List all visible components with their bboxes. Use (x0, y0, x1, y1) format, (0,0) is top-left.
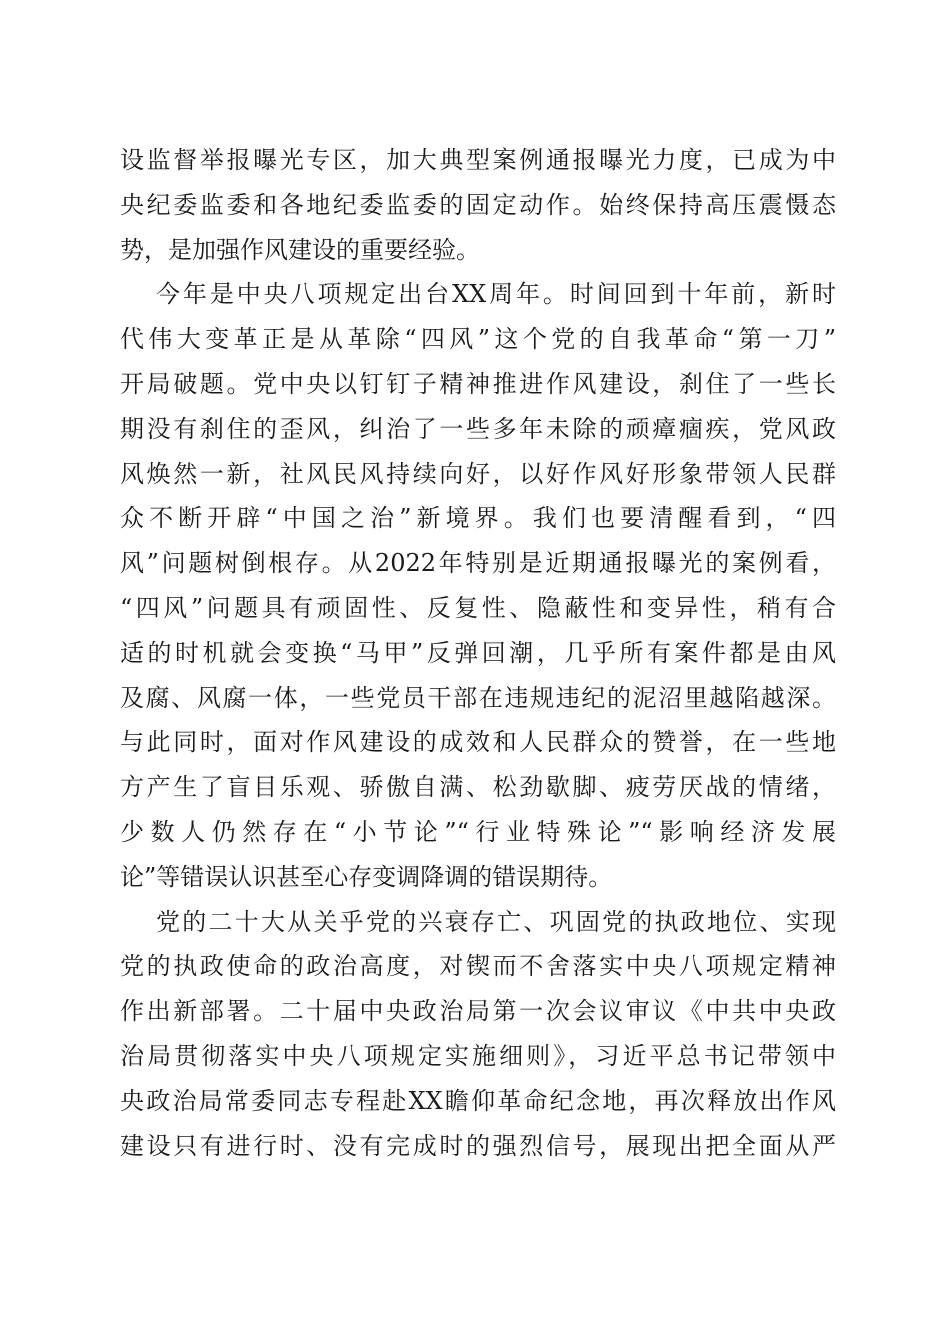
text-line: 开局破题。党中央以钉钉子精神推进作风建设，刹住了一些长 (120, 369, 836, 398)
text-line: 党的二十大从关乎党的兴衰存亡、巩固党的执政地位、实现 (156, 907, 836, 936)
text-line: 风焕然一新，社风民风持续向好，以好作风好形象带领人民群 (120, 459, 836, 488)
text-line: “四风”问题具有顽固性、反复性、隐蔽性和变异性，稍有合 (120, 593, 836, 622)
text-line: 代伟大变革正是从革除“四风”这个党的自我革命“第一刀” (120, 325, 836, 354)
body-text (120, 138, 836, 1168)
text-line: 央纪委监委和各地纪委监委的固定动作。始终保持高压震慑态 (120, 190, 836, 219)
text-line: 作出新部署。二十届中央政治局第一次会议审议《中共中央政 (120, 997, 836, 1026)
text-line: 风”问题树倒根存。从2022年特别是近期通报曝光的案例看， (120, 549, 836, 578)
text-line: 势，是加强作风建设的重要经验。 (120, 235, 480, 264)
text-line: 党的执政使命的政治高度，对锲而不舍落实中央八项规定精神 (120, 952, 836, 981)
text-line: 今年是中央八项规定出台XX周年。时间回到十年前，新时 (156, 280, 836, 309)
text-line: 众不断开辟“中国之治”新境界。我们也要清醒看到，“四 (120, 504, 836, 533)
text-line: 期没有刹住的歪风，纠治了一些多年未除的顽瘴痼疾，党风政 (120, 414, 836, 443)
text-line: 论”等错误认识甚至心存变调降调的错误期待。 (120, 862, 613, 891)
text-line: 方产生了盲目乐观、骄傲自满、松劲歇脚、疲劳厌战的情绪， (120, 773, 836, 802)
text-line: 治局贯彻落实中央八项规定实施细则》，习近平总书记带领中 (120, 1041, 836, 1070)
text-line: 少数人仍然存在“小节论”“行业特殊论”“影响经济发展 (120, 817, 836, 846)
text-line: 设监督举报曝光专区，加大典型案例通报曝光力度，已成为中 (120, 146, 836, 174)
text-line: 及腐、风腐一体，一些党员干部在违规违纪的泥沼里越陷越深。 (120, 683, 836, 712)
text-line: 适的时机就会变换“马甲”反弹回潮，几乎所有案件都是由风 (120, 638, 836, 667)
text-line: 建设只有进行时、没有完成时的强烈信号，展现出把全面从严 (120, 1131, 836, 1160)
text-line: 央政治局常委同志专程赴XX瞻仰革命纪念地，再次释放出作风 (120, 1086, 836, 1115)
text-line: 与此同时，面对作风建设的成效和人民群众的赞誉，在一些地 (120, 728, 836, 757)
